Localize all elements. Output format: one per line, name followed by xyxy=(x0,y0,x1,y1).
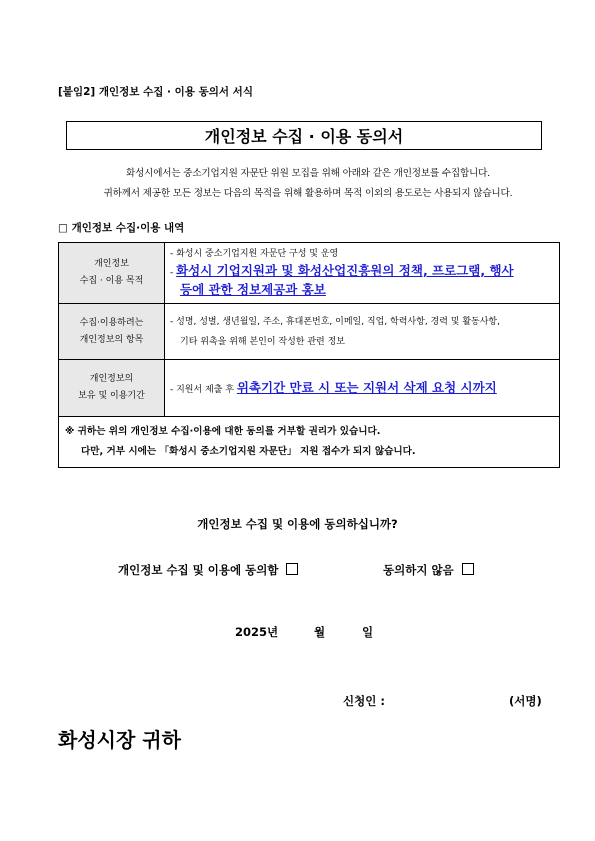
row-value-items xyxy=(165,304,560,360)
agree-label: 개인정보 수집 및 이용에 동의함 xyxy=(118,563,279,577)
label-line: 보유 및 이용기간 xyxy=(78,391,145,401)
form-title: 개인정보 수집 · 이용 동의서 xyxy=(66,121,542,150)
notice-line-2: 다만, 거부 시에는 「화성시 중소기업지원 자문단」 지원 접수가 되지 않습니다. xyxy=(81,446,416,457)
date-month: 월 xyxy=(314,625,326,639)
purpose-highlight: 화성시 기업지원과 및 화성산업진흥원의 정책, 프로그램, 행사 xyxy=(176,262,514,278)
notice-line-1: ※ 귀하는 위의 개인정보 수집·이용에 대한 동의를 거부할 권리가 있습니다. xyxy=(65,426,381,437)
disagree-checkbox[interactable] xyxy=(462,563,474,575)
agree-checkbox[interactable] xyxy=(286,563,298,575)
signature-label: (서명) xyxy=(509,694,542,708)
label-line: 개인정보의 항목 xyxy=(79,334,144,345)
consent-question: 개인정보 수집 및 이용에 동의하십니까? xyxy=(197,517,398,531)
refusal-notice xyxy=(59,417,560,468)
label-line: 수집·이용하려는 xyxy=(79,317,144,328)
table-row xyxy=(59,360,560,417)
value-prefix: - 지원서 제출 후 xyxy=(170,384,237,395)
applicant-label: 신청인 : xyxy=(343,694,385,708)
row-label-period xyxy=(59,360,165,417)
table-row xyxy=(59,417,560,468)
purpose-highlight-2: 등에 관한 정보제공과 홍보 xyxy=(180,281,326,297)
row-value-period xyxy=(165,360,560,417)
section-title: □ 개인정보 수집·이용 내역 xyxy=(58,222,185,234)
table-row xyxy=(59,304,560,360)
value-line: - 화성시 중소기업지원 자문단 구성 및 운영 xyxy=(170,248,339,259)
agree-option xyxy=(118,562,298,578)
row-label-items xyxy=(59,304,165,360)
label-line: 개인정보 xyxy=(94,259,129,269)
value-line: - 성명, 성별, 생년월일, 주소, 휴대폰번호, 이메일, 직업, 학력사항, 경력 및 활동사항, xyxy=(170,316,500,327)
intro-line-1: 화성시에서는 중소기업지원 자문단 위원 모집을 위해 아래와 같은 개인정보를 수집합니다. xyxy=(126,168,490,179)
consent-info-table xyxy=(58,242,560,468)
attachment-label: [붙임2] 개인정보 수집 · 이용 동의서 서식 xyxy=(58,86,253,98)
intro-line-2: 귀하께서 제공한 모든 정보는 다음의 목적을 위해 활용하며 목적 이외의 용도로는 사용되지 않습니다. xyxy=(103,188,513,199)
row-value-purpose xyxy=(165,243,560,304)
recipient-line: 화성시장 귀하 xyxy=(58,728,181,752)
table-row xyxy=(59,243,560,304)
disagree-label: 동의하지 않음 xyxy=(383,563,454,577)
label-line: 개인정보의 xyxy=(89,374,134,384)
period-highlight: 위촉기간 만료 시 또는 지원서 삭제 요청 시까지 xyxy=(236,379,497,395)
value-prefix: - xyxy=(170,267,177,278)
label-line: 수집 · 이용 목적 xyxy=(79,276,144,286)
disagree-option xyxy=(383,562,474,578)
value-line: 기타 위촉을 위해 본인이 작성한 관련 정보 xyxy=(180,336,345,347)
row-label-purpose xyxy=(59,243,165,304)
date-day: 일 xyxy=(362,625,374,639)
date-year: 2025년 xyxy=(235,625,279,639)
